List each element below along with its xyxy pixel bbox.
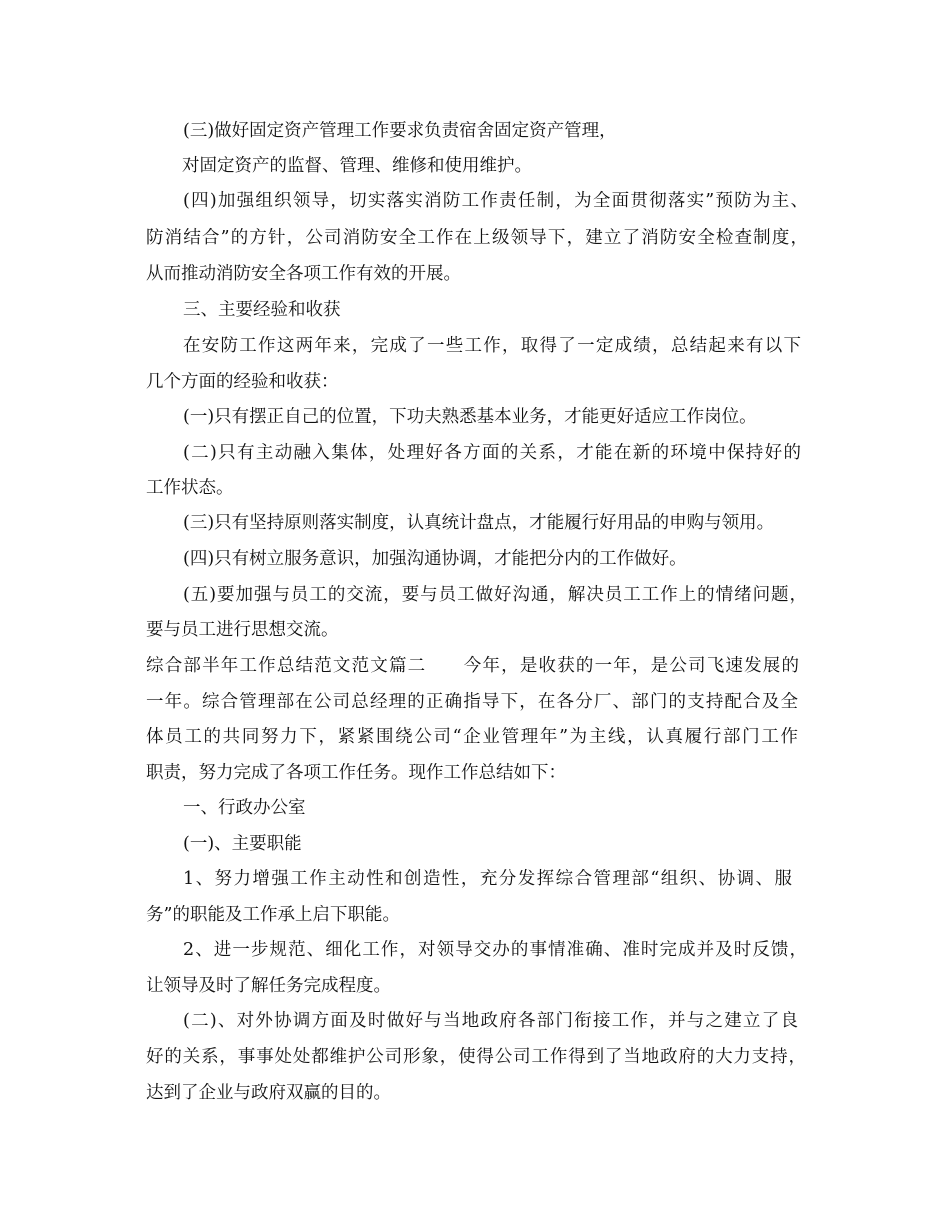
paragraph-line: 防消结合”的方针，公司消防安全工作在上级领导下，建立了消防安全检查制度， — [146, 228, 808, 248]
paragraph-line: 达到了企业与政府双赢的目的。 — [146, 1083, 391, 1103]
paragraph-line: 2、进一步规范、细化工作，对领导交办的事情准确、准时完成并及时反馈， — [183, 940, 807, 960]
paragraph-line: 对固定资产的监督、管理、维修和使用维护。 — [182, 156, 532, 176]
paragraph-line: (三)只有坚持原则落实制度，认真统计盘点，才能履行好用品的申购与领用。 — [183, 513, 775, 533]
paragraph-line: 1、努力增强工作主动性和创造性，充分发挥综合管理部“组织、协调、服 — [183, 869, 792, 889]
paragraph-line: 几个方面的经验和收获： — [146, 372, 339, 392]
paragraph-line: (五)要加强与员工的交流，要与员工做好沟通，解决员工工作上的情绪问题， — [183, 585, 807, 605]
paragraph-line: (四)加强组织领导，切实落实消防工作责任制，为全面贯彻落实”预防为主、 — [183, 191, 808, 211]
paragraph-line: (四)只有树立服务意识，加强沟通协调，才能把分内的工作做好。 — [183, 549, 687, 569]
section-heading: 三、主要经验和收获 — [183, 300, 341, 320]
paragraph-line: (一)只有摆正自己的位置，下功夫熟悉基本业务，才能更好适应工作岗位。 — [183, 407, 757, 427]
paragraph-line: (三)做好固定资产管理工作要求负责宿舍固定资产管理， — [183, 121, 617, 141]
paragraph-line: (二)、对外协调方面及时做好与当地政府各部门衔接工作，并与之建立了良 — [183, 1011, 798, 1031]
section-heading: 一、行政办公室 — [183, 798, 306, 818]
paragraph-line: 体员工的共同努力下，紧紧围绕公司“企业管理年”为主线，认真履行部门工作 — [146, 727, 798, 747]
paragraph-line: 从而推动消防安全各项工作有效的开展。 — [146, 264, 461, 284]
paragraph-line: 一年。综合管理部在公司总经理的正确指导下，在各分厂、部门的支持配合及全 — [146, 692, 798, 712]
paragraph-line: 综合部半年工作总结范文范文篇二 今年，是收获的一年，是公司飞速发展的 — [146, 656, 799, 676]
paragraph-line: (二)只有主动融入集体，处理好各方面的关系，才能在新的环境中保持好的 — [183, 443, 801, 463]
paragraph-line: 职责，努力完成了各项工作任务。现作工作总结如下： — [146, 763, 566, 783]
paragraph-line: 好的关系，事事处处都维护公司形象，使得公司工作得到了当地政府的大力支持， — [146, 1047, 806, 1067]
paragraph-line: 务”的职能及工作承上启下职能。 — [146, 905, 400, 925]
paragraph-line: 在安防工作这两年来，完成了一些工作，取得了一定成绩，总结起来有以下 — [183, 336, 801, 356]
subsection-heading: (一)、主要职能 — [183, 834, 302, 854]
paragraph-line: 要与员工进行思想交流。 — [146, 620, 339, 640]
paragraph-line: 让领导及时了解任务完成程度。 — [146, 976, 391, 996]
paragraph-line: 工作状态。 — [146, 478, 234, 498]
